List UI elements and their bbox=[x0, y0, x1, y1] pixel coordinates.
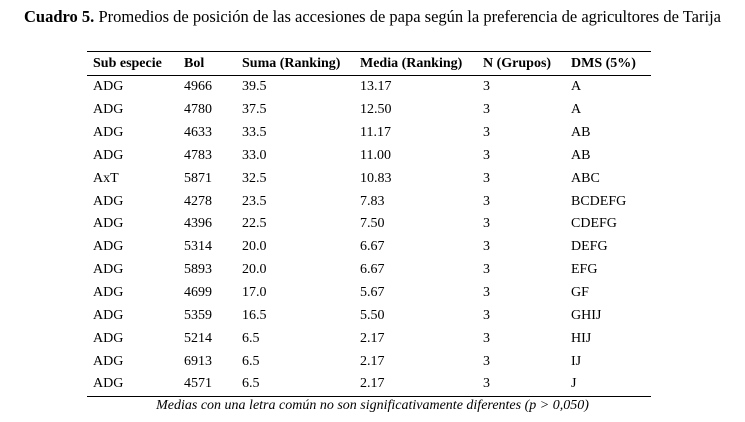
cell-sub-especie: ADG bbox=[93, 285, 124, 301]
cell-suma: 16.5 bbox=[242, 307, 267, 323]
cell-dms: BCDEFG bbox=[571, 193, 627, 209]
cell-suma: 6.5 bbox=[242, 330, 260, 346]
cell-dms: CDEFG bbox=[571, 216, 617, 232]
cell-n: 3 bbox=[483, 285, 490, 301]
cell-n: 3 bbox=[483, 125, 490, 141]
cell-media: 11.17 bbox=[360, 125, 391, 141]
caption-label: Cuadro 5. bbox=[24, 7, 95, 26]
cell-n: 3 bbox=[483, 170, 490, 186]
cell-n: 3 bbox=[483, 193, 490, 209]
table-row bbox=[87, 76, 651, 99]
cell-bol: 5214 bbox=[184, 330, 212, 346]
cell-sub-especie: ADG bbox=[93, 330, 124, 346]
cell-media: 7.50 bbox=[360, 216, 385, 232]
cell-bol: 6913 bbox=[184, 353, 212, 369]
table-row bbox=[87, 190, 651, 213]
cell-media: 2.17 bbox=[360, 330, 385, 346]
cell-suma: 32.5 bbox=[242, 170, 267, 186]
header-dms: DMS (5%) bbox=[571, 55, 636, 71]
cell-suma: 20.0 bbox=[242, 239, 267, 255]
cell-bol: 4571 bbox=[184, 376, 212, 392]
cell-n: 3 bbox=[483, 216, 490, 232]
cell-n: 3 bbox=[483, 353, 490, 369]
cell-bol: 4633 bbox=[184, 125, 212, 141]
cell-sub-especie: ADG bbox=[93, 353, 124, 369]
table-row bbox=[87, 236, 651, 259]
table-row bbox=[87, 327, 651, 350]
cell-bol: 5871 bbox=[184, 170, 212, 186]
cell-bol: 5314 bbox=[184, 239, 212, 255]
table-row bbox=[87, 167, 651, 190]
header-bol: Bol bbox=[184, 55, 205, 71]
cell-suma: 33.5 bbox=[242, 125, 267, 141]
header-n-grupos: N (Grupos) bbox=[483, 55, 552, 71]
cell-media: 5.50 bbox=[360, 307, 385, 323]
cell-dms: ABC bbox=[571, 170, 600, 186]
cell-dms: A bbox=[571, 102, 582, 118]
cell-dms: J bbox=[571, 376, 577, 392]
cell-n: 3 bbox=[483, 307, 490, 323]
cell-sub-especie: ADG bbox=[93, 376, 124, 392]
cell-bol: 5359 bbox=[184, 307, 212, 323]
cell-bol: 4966 bbox=[184, 79, 212, 95]
cell-media: 7.83 bbox=[360, 193, 385, 209]
cell-n: 3 bbox=[483, 147, 490, 163]
cell-media: 13.17 bbox=[360, 79, 392, 95]
cell-bol: 4780 bbox=[184, 102, 212, 118]
ranking-table bbox=[87, 51, 651, 397]
cell-media: 6.67 bbox=[360, 239, 385, 255]
cell-sub-especie: ADG bbox=[93, 147, 124, 163]
cell-dms: AB bbox=[571, 147, 591, 163]
cell-dms: GF bbox=[571, 285, 589, 301]
cell-suma: 33.0 bbox=[242, 147, 267, 163]
cell-suma: 20.0 bbox=[242, 262, 267, 278]
table-row bbox=[87, 282, 651, 305]
cell-sub-especie: ADG bbox=[93, 307, 124, 323]
cell-media: 10.83 bbox=[360, 170, 392, 186]
table-header-row bbox=[87, 52, 651, 76]
cell-suma: 6.5 bbox=[242, 376, 260, 392]
table-row bbox=[87, 259, 651, 282]
table-row bbox=[87, 213, 651, 236]
cell-sub-especie: ADG bbox=[93, 262, 124, 278]
cell-bol: 4396 bbox=[184, 216, 212, 232]
cell-dms: EFG bbox=[571, 262, 598, 278]
cell-n: 3 bbox=[483, 239, 490, 255]
cell-dms: AB bbox=[571, 125, 591, 141]
cell-sub-especie: ADG bbox=[93, 239, 124, 255]
cell-bol: 4783 bbox=[184, 147, 212, 163]
table-footnote: Medias con una letra común no son significativamente diferentes (p > 0,050) bbox=[156, 398, 589, 413]
cell-suma: 37.5 bbox=[242, 102, 267, 118]
cell-sub-especie: ADG bbox=[93, 102, 124, 118]
cell-suma: 6.5 bbox=[242, 353, 260, 369]
cell-sub-especie: ADG bbox=[93, 193, 124, 209]
header-suma-ranking: Suma (Ranking) bbox=[242, 55, 341, 71]
cell-bol: 5893 bbox=[184, 262, 212, 278]
header-sub-especie: Sub especie bbox=[93, 55, 162, 71]
cell-sub-especie: ADG bbox=[93, 216, 124, 232]
cell-n: 3 bbox=[483, 376, 490, 392]
cell-media: 11.00 bbox=[360, 147, 391, 163]
table-row bbox=[87, 373, 651, 396]
cell-n: 3 bbox=[483, 330, 490, 346]
table-row bbox=[87, 350, 651, 373]
cell-media: 5.67 bbox=[360, 285, 385, 301]
table-row bbox=[87, 99, 651, 122]
table-row bbox=[87, 304, 651, 327]
cell-suma: 22.5 bbox=[242, 216, 267, 232]
cell-dms: DEFG bbox=[571, 239, 608, 255]
cell-dms: A bbox=[571, 79, 582, 95]
cell-suma: 39.5 bbox=[242, 79, 267, 95]
cell-sub-especie: AxT bbox=[93, 170, 119, 186]
cell-media: 2.17 bbox=[360, 376, 385, 392]
cell-n: 3 bbox=[483, 79, 490, 95]
cell-sub-especie: ADG bbox=[93, 79, 124, 95]
cell-suma: 23.5 bbox=[242, 193, 267, 209]
header-media-ranking: Media (Ranking) bbox=[360, 55, 463, 71]
table-row bbox=[87, 122, 651, 145]
cell-media: 6.67 bbox=[360, 262, 385, 278]
table-body bbox=[87, 76, 651, 397]
cell-dms: GHIJ bbox=[571, 307, 602, 323]
cell-media: 12.50 bbox=[360, 102, 392, 118]
cell-n: 3 bbox=[483, 262, 490, 278]
table-row bbox=[87, 145, 651, 168]
cell-suma: 17.0 bbox=[242, 285, 267, 301]
cell-dms: IJ bbox=[571, 353, 582, 369]
cell-dms: HIJ bbox=[571, 330, 592, 346]
table-caption bbox=[6, 6, 739, 27]
cell-media: 2.17 bbox=[360, 353, 385, 369]
cell-bol: 4699 bbox=[184, 285, 212, 301]
cell-sub-especie: ADG bbox=[93, 125, 124, 141]
caption-text: Promedios de posición de las accesiones de papa según la preferencia de agricultores de Tarija bbox=[94, 7, 721, 26]
table-container bbox=[87, 51, 651, 397]
cell-n: 3 bbox=[483, 102, 490, 118]
cell-bol: 4278 bbox=[184, 193, 212, 209]
